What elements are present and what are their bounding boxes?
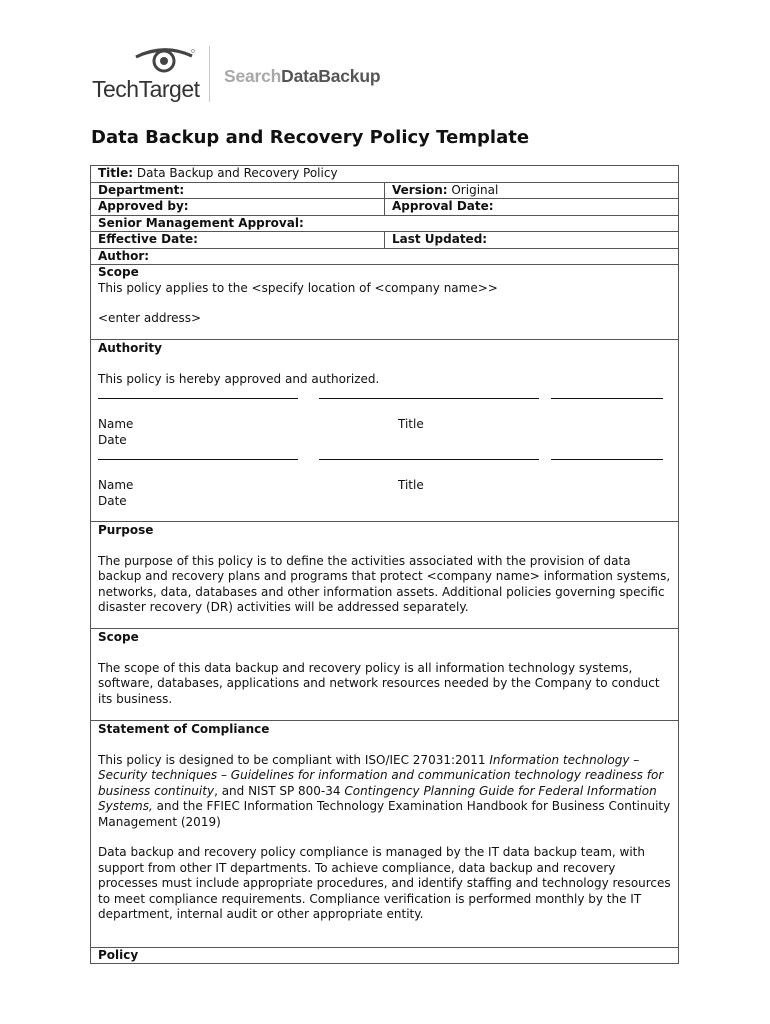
- last-updated-label: Last Updated:: [392, 232, 488, 246]
- scope2-text: The scope of this data backup and recovery policy is all information technology systems, software, databases, applications and network resources needed by the Company to conduct its business.: [98, 660, 660, 706]
- authority-section: [91, 340, 678, 521]
- signature-title-label: Title: [398, 478, 424, 492]
- title-row: [91, 166, 678, 183]
- logo-divider: [209, 46, 210, 102]
- purpose-row: [91, 522, 678, 629]
- version-cell: [385, 183, 678, 199]
- approval-date-cell: [385, 199, 678, 215]
- compliance-paragraph-1: [98, 753, 671, 831]
- department-label: Department:: [98, 182, 185, 197]
- purpose-text: The purpose of this policy is to define the activities associated with the provision of data backup and recovery plans and programs that protect <company name> information systems, networks, data, databases and other information assets. Additional policies governing specific disaster recovery (DR) activities will be addressed separately.: [98, 553, 671, 614]
- title-label: Title:: [98, 166, 134, 180]
- compliance-section: [91, 721, 678, 947]
- techtarget-wordmark: TechTarget: [92, 76, 200, 102]
- policy-heading: Policy: [98, 948, 139, 962]
- scope1-line1: This policy applies to the <specify location of <company name>>: [98, 280, 498, 295]
- policy-table: [90, 165, 679, 964]
- author-label: Author:: [98, 248, 150, 263]
- nist-standard-title: Contingency Planning Guide for Federal Information Systems,: [98, 783, 657, 813]
- department-row: [91, 183, 678, 200]
- signature-date-label: Date: [98, 493, 127, 508]
- signature-name-line: [98, 398, 298, 399]
- signature-labels-2: [98, 478, 671, 494]
- signature-name-label: Name: [98, 478, 134, 492]
- compliance-heading: Statement of Compliance: [98, 722, 270, 736]
- approved-by-cell: [91, 199, 385, 215]
- senior-mgmt-cell: [91, 216, 678, 232]
- signature-lines-1: [98, 387, 671, 417]
- iso-standard-title: Information technology – Security techniques – Guidelines for information and communication technology readiness for business continuity: [98, 752, 664, 798]
- authority-row: [91, 340, 678, 522]
- last-updated-cell: [385, 232, 678, 248]
- signature-title-line: [319, 459, 539, 460]
- author-cell: [91, 249, 678, 265]
- effective-date-label: Effective Date:: [98, 232, 198, 246]
- approval-date-label: Approval Date:: [392, 199, 494, 213]
- compliance-paragraph-2: Data backup and recovery policy compliance is managed by the IT data backup team, with support from other IT departments. To achieve compliance, data backup and recovery processes must include appropriate procedures, and identify staffing and technology resources to meet compliance requirements. Compliance verification is performed monthly by the IT department, internal audit or other appropriate entity.: [98, 845, 671, 921]
- signature-name-line: [98, 459, 298, 460]
- purpose-section: [91, 522, 678, 628]
- department-cell: [91, 183, 385, 199]
- policy-section: [91, 948, 678, 963]
- approved-by-label: Approved by:: [98, 199, 189, 213]
- searchdatabackup-wordmark: [224, 66, 380, 87]
- purpose-heading: Purpose: [98, 523, 154, 537]
- signature-lines-2: [98, 448, 671, 478]
- search-suffix: DataBackup: [281, 66, 381, 86]
- scope1-row: [91, 265, 678, 340]
- authority-heading: Authority: [98, 341, 162, 355]
- compliance-p1-text-e: and the FFIEC Information Technology Examination Handbook for Business Continuity Management (2019): [98, 799, 671, 829]
- signature-date-label: Date: [98, 432, 127, 447]
- title-value: Data Backup and Recovery Policy: [136, 166, 338, 180]
- author-row: [91, 249, 678, 266]
- scope2-row: [91, 629, 678, 721]
- compliance-row: [91, 721, 678, 948]
- version-value: Original: [451, 182, 499, 197]
- effective-row: [91, 232, 678, 249]
- signature-title-line: [319, 398, 539, 399]
- scope1-heading: Scope: [98, 265, 139, 279]
- title-cell: [91, 166, 678, 182]
- signature-name-label: Name: [98, 417, 134, 431]
- authority-text: This policy is hereby approved and authorized.: [98, 371, 380, 386]
- signature-title-label: Title: [398, 417, 424, 431]
- compliance-p1-text-c: , and NIST SP 800-34: [214, 783, 345, 798]
- scope2-heading: Scope: [98, 630, 139, 644]
- scope2-section: [91, 629, 678, 720]
- scope1-line2: <enter address>: [98, 311, 202, 325]
- signature-extra-line: [551, 459, 663, 460]
- approved-row: [91, 199, 678, 216]
- senior-mgmt-row: [91, 216, 678, 233]
- effective-date-cell: [91, 232, 385, 248]
- search-prefix: Search: [224, 66, 282, 86]
- signature-labels-1: [98, 417, 671, 433]
- scope1-section: [91, 265, 678, 339]
- logo-area: [92, 44, 432, 106]
- signature-extra-line: [551, 398, 663, 399]
- compliance-p1-text-a: This policy is designed to be compliant with ISO/IEC 27031:2011: [98, 752, 490, 767]
- version-label: Version:: [392, 182, 448, 197]
- document-title: Data Backup and Recovery Policy Template: [91, 127, 530, 148]
- policy-row: [91, 948, 678, 963]
- senior-mgmt-label: Senior Management Approval:: [98, 215, 304, 230]
